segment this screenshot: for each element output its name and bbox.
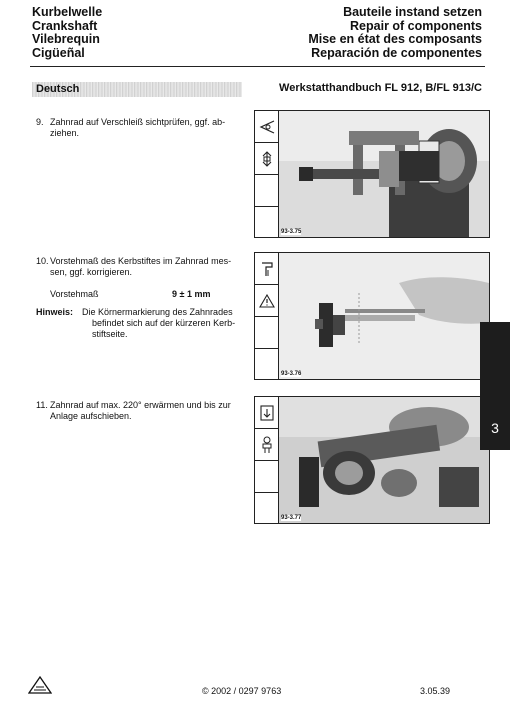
icon-cell <box>255 253 278 285</box>
step-text-line: Zahnrad auf max. 220° erwärmen und bis zur <box>50 400 231 410</box>
title-de: Kurbelwelle <box>32 5 103 19</box>
deutz-logo-icon <box>28 676 52 694</box>
figure-number: 93-3.75 <box>281 229 302 235</box>
note-line: befindet sich auf der kürzeren Kerb- <box>92 318 236 328</box>
step-text-line: Zahnrad auf Verschleiß sichtprüfen, ggf. ab- <box>50 117 226 127</box>
note-label: Hinweis: <box>36 307 74 317</box>
header-rule <box>30 66 485 67</box>
note-line: stiftseite. <box>92 329 128 339</box>
heating-icon <box>260 405 274 421</box>
puller-icon <box>261 151 273 167</box>
footer-page-number: 3.05.39 <box>420 686 451 696</box>
step-number: 11. <box>36 400 48 410</box>
handbook-title: Werkstatthandbuch FL 912, B/FL 913/C <box>279 82 482 94</box>
measure-value: 9 ± 1 mm <box>172 289 211 299</box>
measure-label: Vorstehmaß <box>50 289 99 299</box>
note-line: Die Körnermarkierung des Zahnrades <box>82 307 233 317</box>
figure-number: 93-3.77 <box>281 515 302 521</box>
title-es: Cigüeñal <box>32 45 85 60</box>
step-9 <box>36 117 236 139</box>
subtitle-en: Repair of components <box>350 18 482 33</box>
step-text-line: Anlage aufschieben. <box>50 411 132 421</box>
icon-cell <box>255 111 278 143</box>
brand-logo <box>28 676 52 699</box>
icon-cell <box>255 349 278 380</box>
visual-inspect-icon <box>259 120 275 134</box>
step-text-line: ziehen. <box>50 128 80 138</box>
icon-cell <box>255 285 278 317</box>
icon-column <box>255 253 279 379</box>
header-left-titles <box>32 6 102 60</box>
step-10 <box>36 256 236 278</box>
icon-cell <box>255 207 278 238</box>
note-text <box>82 307 242 340</box>
step-number: 9. <box>36 117 44 127</box>
photo-measuring-pin <box>279 253 489 379</box>
icon-cell <box>255 397 278 429</box>
title-fr: Vilebrequin <box>32 32 100 46</box>
warning-icon <box>259 294 275 308</box>
icon-cell <box>255 429 278 461</box>
icon-cell <box>255 461 278 493</box>
step-11 <box>36 400 236 422</box>
icon-cell <box>255 175 278 207</box>
photo-heated-gear <box>279 397 489 523</box>
caliper-icon <box>260 261 274 277</box>
subtitle-es: Reparación de componentes <box>311 45 482 60</box>
photo-puller-gear <box>279 111 489 237</box>
icon-cell <box>255 143 278 175</box>
step-number: 10. <box>36 256 49 266</box>
title-en: Crankshaft <box>32 18 98 33</box>
icon-cell <box>255 493 278 524</box>
section-tab-number: 3 <box>491 420 499 436</box>
subtitle-de: Bauteile instand setzen <box>343 5 482 19</box>
press-fit-icon <box>260 436 274 454</box>
footer-copyright: © 2002 / 0297 9763 <box>202 686 282 696</box>
language-label: Deutsch <box>36 83 80 95</box>
step-text-line: Vorstehmaß des Kerbstiftes im Zahnrad mes- <box>50 256 232 266</box>
subtitle-fr: Mise en état des composants <box>308 32 482 46</box>
step-text-line: sen, ggf. korrigieren. <box>50 267 133 277</box>
figure-panel-2 <box>254 252 490 380</box>
icon-column <box>255 397 279 523</box>
icon-cell <box>255 317 278 349</box>
figure-number: 93-3.76 <box>281 371 302 377</box>
icon-column <box>255 111 279 237</box>
figure-panel-1 <box>254 110 490 238</box>
header-right-titles <box>308 6 482 60</box>
figure-panel-3 <box>254 396 490 524</box>
